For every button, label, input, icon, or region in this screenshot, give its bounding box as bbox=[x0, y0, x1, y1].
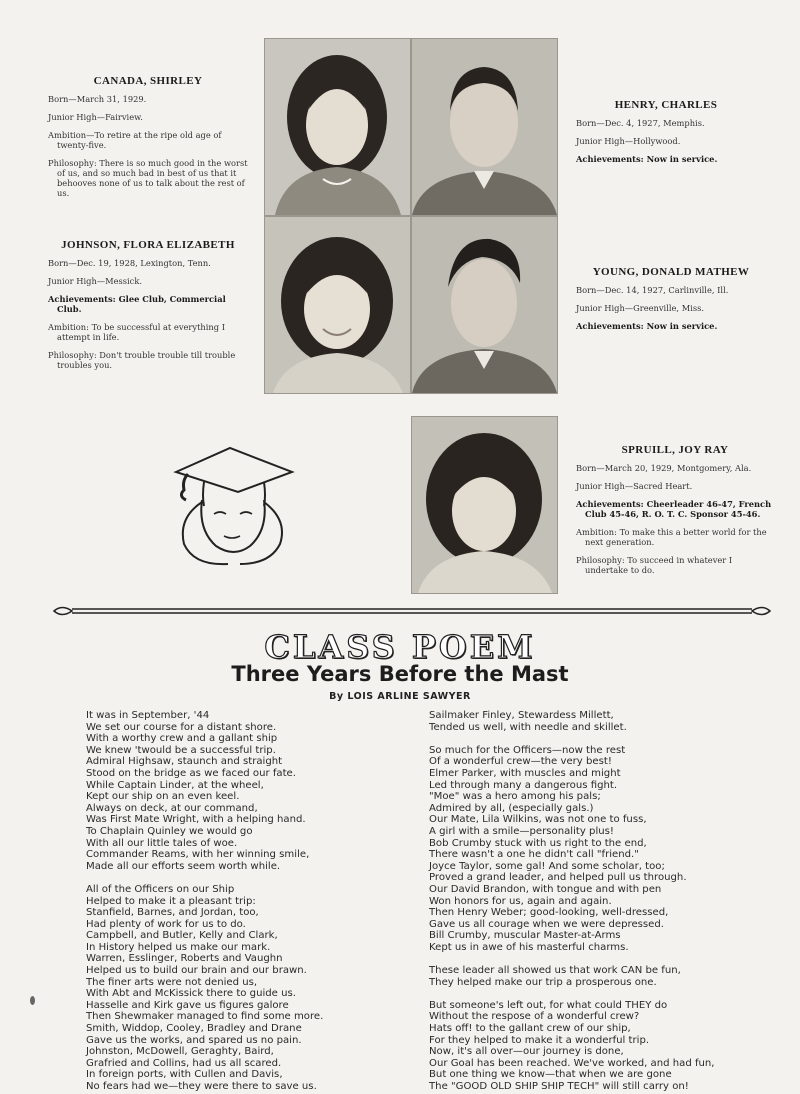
poem-line: All of the Officers on our Ship bbox=[86, 883, 235, 895]
poem-line: To Chaplain Quinley we would go bbox=[86, 825, 253, 837]
poem-line: We knew 'twould be a successful trip. bbox=[86, 744, 276, 756]
poem-line: Then Shewmaker managed to find some more. bbox=[86, 1011, 324, 1023]
poem-line: Sailmaker Finley, Stewardess Millett, bbox=[429, 710, 614, 721]
achievements-line: Achievements: Now in service. bbox=[576, 154, 718, 164]
bio-lines bbox=[576, 285, 766, 331]
poem-line: In History helped us make our mark. bbox=[86, 941, 271, 953]
portrait-photo-henry bbox=[411, 38, 558, 216]
achievements-line: Achievements: Cheerleader 46-47, French Club 45-46, R. O. T. C. Sponsor 45-46. bbox=[576, 499, 772, 519]
poem-line: Admired by all, (especially gals.) bbox=[429, 802, 594, 814]
bio-line: Born—Dec. 14, 1927, Carlinville, Ill. bbox=[576, 285, 729, 295]
stanza-break bbox=[429, 953, 715, 965]
poem-line: With Abt and McKissick there to guide us. bbox=[86, 988, 296, 1000]
student-name: CANADA, SHIRLEY bbox=[93, 75, 203, 87]
poem-line: We set our course for a distant shore. bbox=[86, 721, 277, 733]
poem-line: Smith, Widdop, Cooley, Bradley and Drane bbox=[86, 1023, 302, 1035]
bio-line: Born—Dec. 4, 1927, Memphis. bbox=[576, 118, 705, 128]
poem-line: Our Mate, Lila Wilkins, was not one to fuss, bbox=[429, 814, 647, 826]
poem-line: Made all our efforts seem worth while. bbox=[86, 860, 281, 872]
poem-line: Admiral Highsaw, staunch and straight bbox=[86, 756, 283, 768]
bio-lines bbox=[576, 463, 774, 575]
bio-henry bbox=[576, 100, 756, 172]
bio-line: Philosophy: Don't trouble trouble till trouble troubles you. bbox=[48, 350, 236, 370]
student-name: JOHNSON, FLORA ELIZABETH bbox=[61, 239, 235, 251]
poem-line: With all our little tales of woe. bbox=[86, 837, 238, 849]
poem-title: Three Years Before the Mast bbox=[231, 662, 569, 686]
student-name: YOUNG, DONALD MATHEW bbox=[592, 266, 750, 278]
poem-line: Stood on the bridge as we faced our fate. bbox=[86, 767, 296, 779]
stanza-break bbox=[429, 988, 715, 1000]
bio-line: Junior High—Greenville, Miss. bbox=[576, 303, 704, 313]
poem-line: Our David Brandon, with tongue and with pen bbox=[429, 883, 662, 895]
bio-line: Ambition: To be successful at everything I attempt in life. bbox=[48, 322, 225, 342]
poem-line: Led through many a dangerous fight. bbox=[429, 779, 618, 791]
bio-young bbox=[576, 267, 766, 339]
poem-line: Hats off! to the gallant crew of our ship, bbox=[429, 1023, 631, 1035]
portrait-photo-canada bbox=[264, 38, 411, 216]
poem-line: Gave us the works, and spared us no pain. bbox=[86, 1034, 302, 1046]
graduate-sketch-illustration bbox=[168, 440, 298, 570]
poem-line: Grafried and Collins, had us all scared. bbox=[86, 1057, 282, 1069]
portrait-photo-young bbox=[411, 216, 558, 394]
bio-line: Junior High—Messick. bbox=[48, 276, 142, 286]
poem-line: Kept us in awe of his masterful charms. bbox=[429, 941, 629, 953]
poem-line: Hasselle and Kirk gave us figures galore bbox=[86, 999, 289, 1011]
poem-line: Of a wonderful crew—the very best! bbox=[429, 756, 612, 768]
poem-line: Then Henry Weber; good-looking, well-dressed, bbox=[429, 907, 669, 919]
poem-line: Stanfield, Barnes, and Jordan, too, bbox=[86, 907, 259, 919]
bio-lines bbox=[576, 118, 756, 164]
bio-line: Philosophy: There is so much good in the worst of us, and so much bad in best of us that it behooves none of us to talk about the rest of us. bbox=[48, 158, 248, 198]
poem-line: There wasn't a one he didn't call "friend." bbox=[429, 849, 639, 861]
student-name: SPRUILL, JOY RAY bbox=[621, 444, 729, 456]
poem-line: Bill Crumby, muscular Master-at-Arms bbox=[429, 930, 621, 942]
bio-line: Junior High—Hollywood. bbox=[576, 136, 681, 146]
poem-line: Was First Mate Wright, with a helping hand. bbox=[86, 814, 306, 826]
poem-line: Proved a grand leader, and helped pull us through. bbox=[429, 872, 687, 884]
bio-lines bbox=[48, 94, 248, 198]
achievements-line: Achievements: Glee Club, Commercial Club. bbox=[48, 294, 226, 314]
poem-left-column bbox=[86, 710, 323, 1093]
bio-line: Philosophy: To succeed in whatever I undertake to do. bbox=[576, 555, 733, 575]
poem-line: Commander Reams, with her winning smile, bbox=[86, 849, 310, 861]
poem-line: Our Goal has been reached. We've worked, and had fun, bbox=[429, 1057, 715, 1069]
portrait-photo-spruill bbox=[411, 416, 558, 594]
class-poem-heading: CLASS POEM bbox=[264, 628, 536, 666]
poem-line: The "GOOD OLD SHIP SHIP TECH" will still carry on! bbox=[429, 1081, 689, 1092]
poem-line: Joyce Taylor, some gal! And some scholar, too; bbox=[429, 860, 665, 872]
bio-line: Born—March 31, 1929. bbox=[48, 94, 147, 104]
achievements-line: Achievements: Now in service. bbox=[576, 321, 718, 331]
bio-canada bbox=[48, 76, 248, 206]
poem-line: Now, it's all over—our journey is done, bbox=[429, 1046, 624, 1058]
bio-line: Born—Dec. 19, 1928, Lexington, Tenn. bbox=[48, 258, 211, 268]
poem-line: Had plenty of work for us to do. bbox=[86, 918, 246, 930]
poem-line: It was in September, '44 bbox=[86, 710, 210, 721]
stanza-break bbox=[86, 872, 323, 884]
poem-line: Elmer Parker, with muscles and might bbox=[429, 767, 621, 779]
poem-line: Warren, Esslinger, Roberts and Vaughn bbox=[86, 953, 283, 965]
poem-line: Johnston, McDowell, Geraghty, Baird, bbox=[86, 1046, 274, 1058]
poem-line: But one thing we know—that when we are gone bbox=[429, 1069, 672, 1081]
bio-line: Ambition: To make this a better world for the next generation. bbox=[576, 527, 767, 547]
poem-line: For they helped to make it a wonderful trip. bbox=[429, 1034, 650, 1046]
portrait-photo-johnson bbox=[264, 216, 411, 394]
poem-line: While Captain Linder, at the wheel, bbox=[86, 779, 264, 791]
poem-line: No fears had we—they were there to save us. bbox=[86, 1081, 317, 1092]
poem-line: Without the respose of a wonderful crew? bbox=[429, 1011, 640, 1023]
poem-line: Campbell, and Butler, Kelly and Clark, bbox=[86, 930, 278, 942]
bio-lines bbox=[48, 258, 248, 370]
bio-line: Born—March 20, 1929, Montgomery, Ala. bbox=[576, 463, 752, 473]
poem-line: These leader all showed us that work CAN be fun, bbox=[429, 965, 681, 977]
ink-speck bbox=[30, 996, 35, 1005]
poem-line: Won honors for us, again and again. bbox=[429, 895, 612, 907]
poem-right-column bbox=[429, 710, 715, 1093]
poem-line: Tended us well, with needle and skillet. bbox=[429, 721, 627, 733]
stanza-break bbox=[429, 733, 715, 745]
poem-line: They helped make our trip a prosperous one. bbox=[429, 976, 657, 988]
poem-line: The finer arts were not denied us, bbox=[86, 976, 258, 988]
bio-line: Junior High—Sacred Heart. bbox=[576, 481, 693, 491]
poem-line: In foreign ports, with Cullen and Davis, bbox=[86, 1069, 283, 1081]
poem-line: Helped to make it a pleasant trip: bbox=[86, 895, 256, 907]
poem-line: Bob Crumby stuck with us right to the end, bbox=[429, 837, 647, 849]
bio-spruill bbox=[576, 445, 774, 583]
poem-line: Helped us to build our brain and our brawn. bbox=[86, 965, 307, 977]
poem-line: With a worthy crew and a gallant ship bbox=[86, 733, 278, 745]
poem-line: "Moe" was a hero among his pals; bbox=[429, 791, 601, 803]
bio-line: Junior High—Fairview. bbox=[48, 112, 143, 122]
poem-line: So much for the Officers—now the rest bbox=[429, 744, 626, 756]
ornamental-divider bbox=[52, 604, 772, 618]
bio-line: Ambition—To retire at the ripe old age of twenty-five. bbox=[48, 130, 222, 150]
student-name: HENRY, CHARLES bbox=[614, 99, 718, 111]
poem-byline: By LOIS ARLINE SAWYER bbox=[329, 691, 471, 702]
poem-line: Kept our ship on an even keel. bbox=[86, 791, 240, 803]
poem-line: Gave us all courage when we were depressed. bbox=[429, 918, 665, 930]
poem-line: A girl with a smile—personality plus! bbox=[429, 825, 614, 837]
bio-johnson bbox=[48, 240, 248, 378]
poem-line: Always on deck, at our command, bbox=[86, 802, 258, 814]
poem-line: But someone's left out, for what could THEY do bbox=[429, 999, 668, 1011]
